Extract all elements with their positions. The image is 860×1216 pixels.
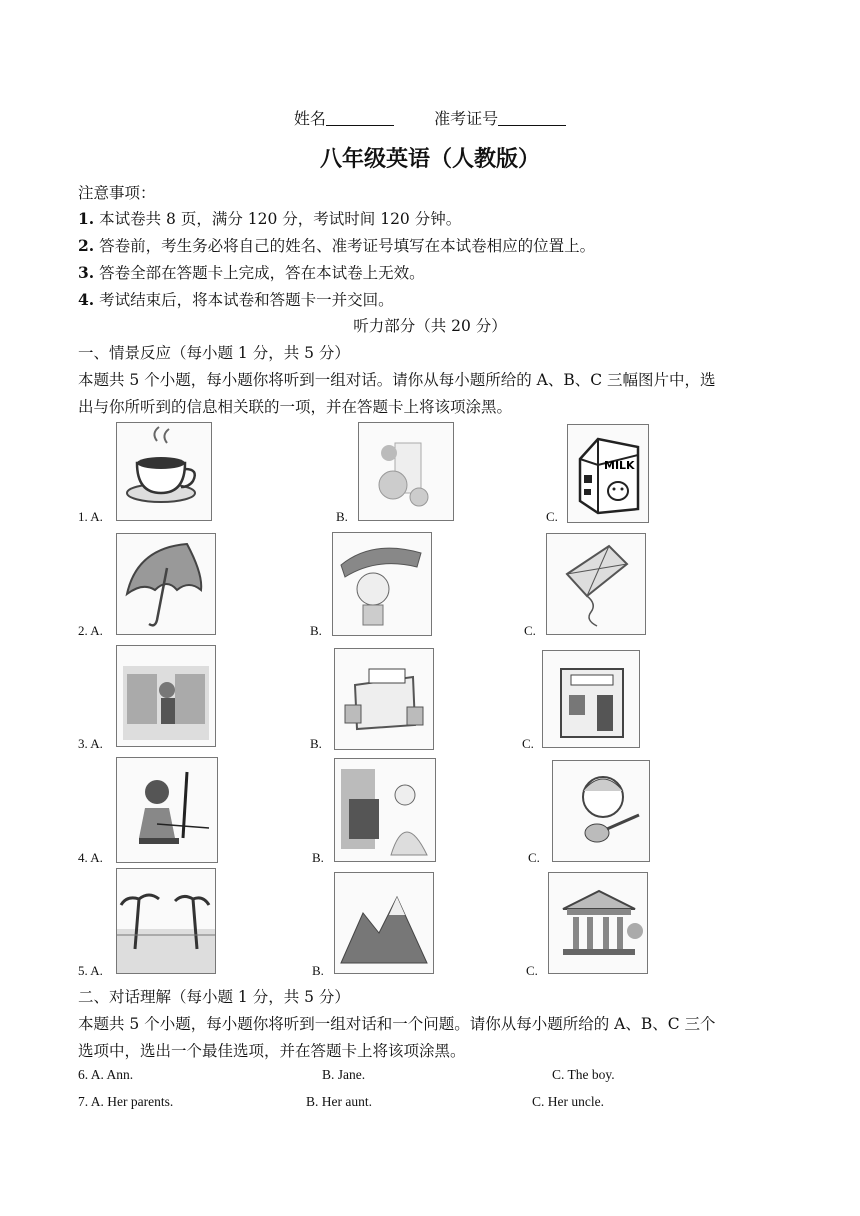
- piano-girl-icon[interactable]: [334, 758, 436, 862]
- option-label: B.: [312, 850, 324, 865]
- option-text[interactable]: C. Her uncle.: [532, 1094, 604, 1109]
- option-text[interactable]: C. The boy.: [552, 1067, 615, 1082]
- option-label: C.: [524, 623, 536, 638]
- option-text[interactable]: 6. A. Ann.: [78, 1067, 134, 1082]
- section1-heading: 一、情景反应（每小题 1 分，共 5 分）: [78, 344, 350, 362]
- erhu-player-icon[interactable]: [116, 757, 218, 863]
- exam-id-label: 准考证号: [434, 109, 499, 128]
- girl-with-scarf-icon[interactable]: [332, 532, 432, 636]
- shop-building-icon[interactable]: [542, 650, 640, 748]
- coffee-cup-icon[interactable]: [116, 422, 212, 521]
- option-label: B.: [336, 509, 348, 524]
- listening-title: 听力部分（共 20 分）: [353, 317, 507, 335]
- option-label: B.: [310, 623, 322, 638]
- question-label: 4. A.: [78, 850, 103, 865]
- notes-heading: 注意事项：: [78, 184, 156, 202]
- option-label: C.: [528, 850, 540, 865]
- option-text[interactable]: 7. A. Her parents.: [78, 1094, 174, 1109]
- umbrella-icon[interactable]: [116, 533, 216, 635]
- note-item: 3. 答卷全部在答题卡上完成，答在本试卷上无效。: [78, 263, 425, 282]
- note-item: 1. 本试卷共 8 页，满分 120 分，考试时间 120 分钟。: [78, 209, 462, 228]
- beach-icon[interactable]: [116, 868, 216, 974]
- option-text[interactable]: B. Her aunt.: [306, 1094, 372, 1109]
- option-label: C.: [526, 963, 538, 978]
- bookstore-icon[interactable]: [334, 648, 434, 750]
- option-label: B.: [310, 736, 322, 751]
- svg-text:MILK: MILK: [604, 459, 635, 472]
- kite-icon[interactable]: [546, 533, 646, 635]
- section1-instruction: 本题共 5 个小题，每小题你将听到一组对话。请你从每小题所给的 A、B、C 三幅图片中，选: [78, 371, 716, 389]
- question-label: 1. A.: [78, 509, 103, 524]
- option-label: C.: [546, 509, 558, 524]
- option-text[interactable]: B. Jane.: [322, 1067, 366, 1082]
- fruit-juice-icon[interactable]: [358, 422, 454, 521]
- candidate-info-line: [0, 106, 860, 129]
- milk-carton-icon[interactable]: [567, 424, 649, 523]
- section2-instruction: 选项中，选出一个最佳选项，并在答题卡上将该项涂黑。: [78, 1042, 466, 1060]
- question-label: 3. A.: [78, 736, 103, 751]
- note-item: 2. 答卷前，考生务必将自己的姓名、准考证号填写在本试卷相应的位置上。: [78, 236, 596, 255]
- mountain-icon[interactable]: [334, 872, 434, 974]
- section1-instruction: 出与你所听到的信息相关联的一项，并在答题卡上将该项涂黑。: [78, 398, 513, 416]
- page-title: 八年级英语（人教版）: [319, 146, 540, 172]
- section2-instruction: 本题共 5 个小题，每小题你将听到一组对话和一个问题。请你从每小题所给的 A、B、C 三个: [78, 1015, 716, 1033]
- exam-id-blank[interactable]: [498, 111, 566, 126]
- option-label: B.: [312, 963, 324, 978]
- question-label: 2. A.: [78, 623, 103, 638]
- name-blank[interactable]: [326, 111, 394, 126]
- guitar-girl-icon[interactable]: [552, 760, 650, 862]
- supermarket-icon[interactable]: [116, 645, 216, 747]
- section2-heading: 二、对话理解（每小题 1 分，共 5 分）: [78, 988, 350, 1006]
- museum-icon[interactable]: [548, 872, 648, 974]
- option-label: C.: [522, 736, 534, 751]
- name-label: 姓名: [293, 109, 326, 128]
- question-label: 5. A.: [78, 963, 103, 978]
- note-item: 4. 考试结束后，将本试卷和答题卡一并交回。: [78, 290, 394, 309]
